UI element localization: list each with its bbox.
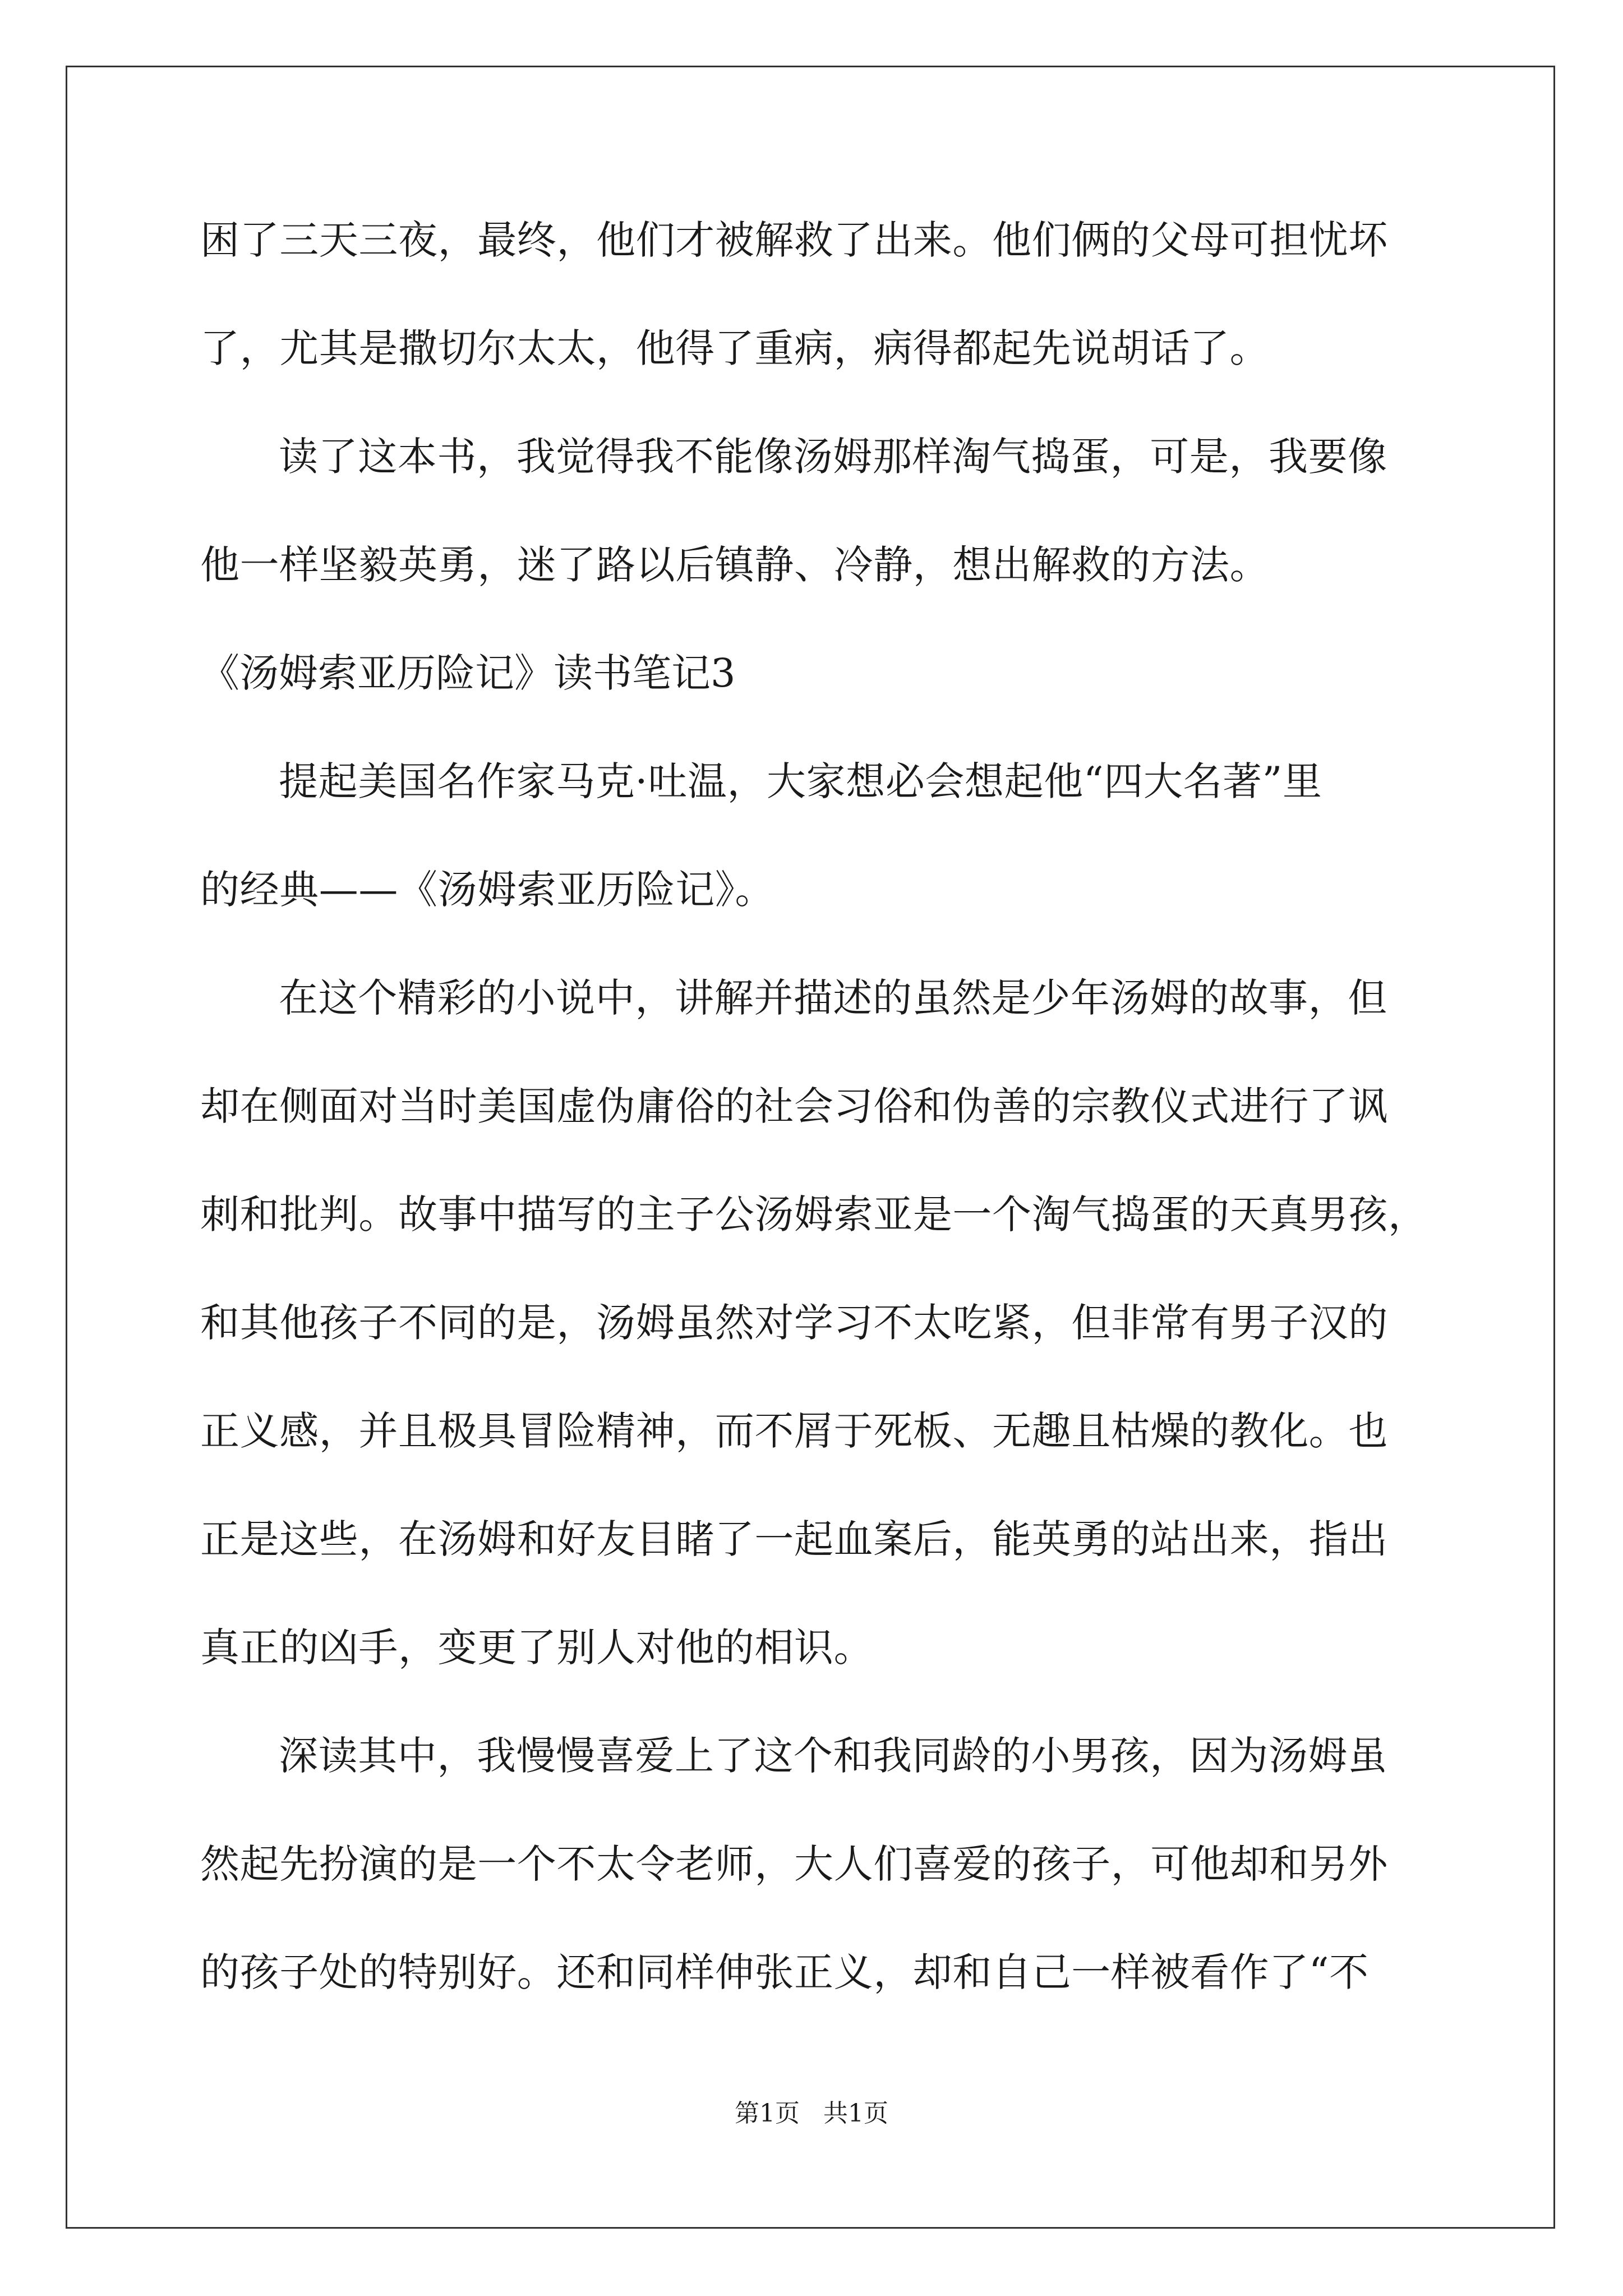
section-heading: 《汤姆索亚历险记》读书笔记3 — [200, 650, 736, 696]
text-line: 正义感，并且极具冒险精神，而不屑于死板、无趣且枯燥的教化。也 — [200, 1408, 1388, 1454]
text-line: 他一样坚毅英勇，迷了路以后镇静、冷静，想出解救的方法。 — [200, 542, 1270, 588]
text-line: 提起美国名作家马克·吐温，大家想必会想起他“四大名著”里 — [279, 758, 1322, 804]
text-line: 和其他孩子不同的是，汤姆虽然对学习不太吃紧，但非常有男子汉的 — [200, 1300, 1388, 1346]
document-body — [200, 213, 1434, 2054]
text-line: 刺和批判。故事中描写的主子公汤姆索亚是一个淘气捣蛋的天真男孩， — [200, 1191, 1428, 1237]
text-line: 的孩子处的特别好。还和同样伸张正义，却和自己一样被看作了“不 — [200, 1949, 1369, 1995]
text-line: 读了这本书，我觉得我不能像汤姆那样淘气捣蛋，可是，我要像 — [279, 434, 1387, 480]
text-line: 却在侧面对当时美国虚伪庸俗的社会习俗和伪善的宗教仪式进行了讽 — [200, 1083, 1388, 1129]
text-line: 在这个精彩的小说中，讲解并描述的虽然是少年汤姆的故事，但 — [279, 975, 1387, 1021]
text-line: 深读其中，我慢慢喜爱上了这个和我同龄的小男孩，因为汤姆虽 — [279, 1733, 1387, 1779]
text-line: 正是这些，在汤姆和好友目睹了一起血案后，能英勇的站出来，指出 — [200, 1516, 1388, 1562]
page-footer: 第1页 共1页 — [735, 2099, 888, 2128]
text-line: 了，尤其是撒切尔太太，他得了重病，病得都起先说胡话了。 — [200, 325, 1270, 371]
text-line: 然起先扮演的是一个不太令老师，大人们喜爱的孩子，可他却和另外 — [200, 1841, 1388, 1887]
text-line: 的经典——《汤姆索亚历险记》。 — [200, 867, 774, 913]
text-line: 困了三天三夜，最终，他们才被解救了出来。他们俩的父母可担忧坏 — [200, 217, 1388, 263]
text-line: 真正的凶手，变更了别人对他的相识。 — [200, 1625, 874, 1671]
